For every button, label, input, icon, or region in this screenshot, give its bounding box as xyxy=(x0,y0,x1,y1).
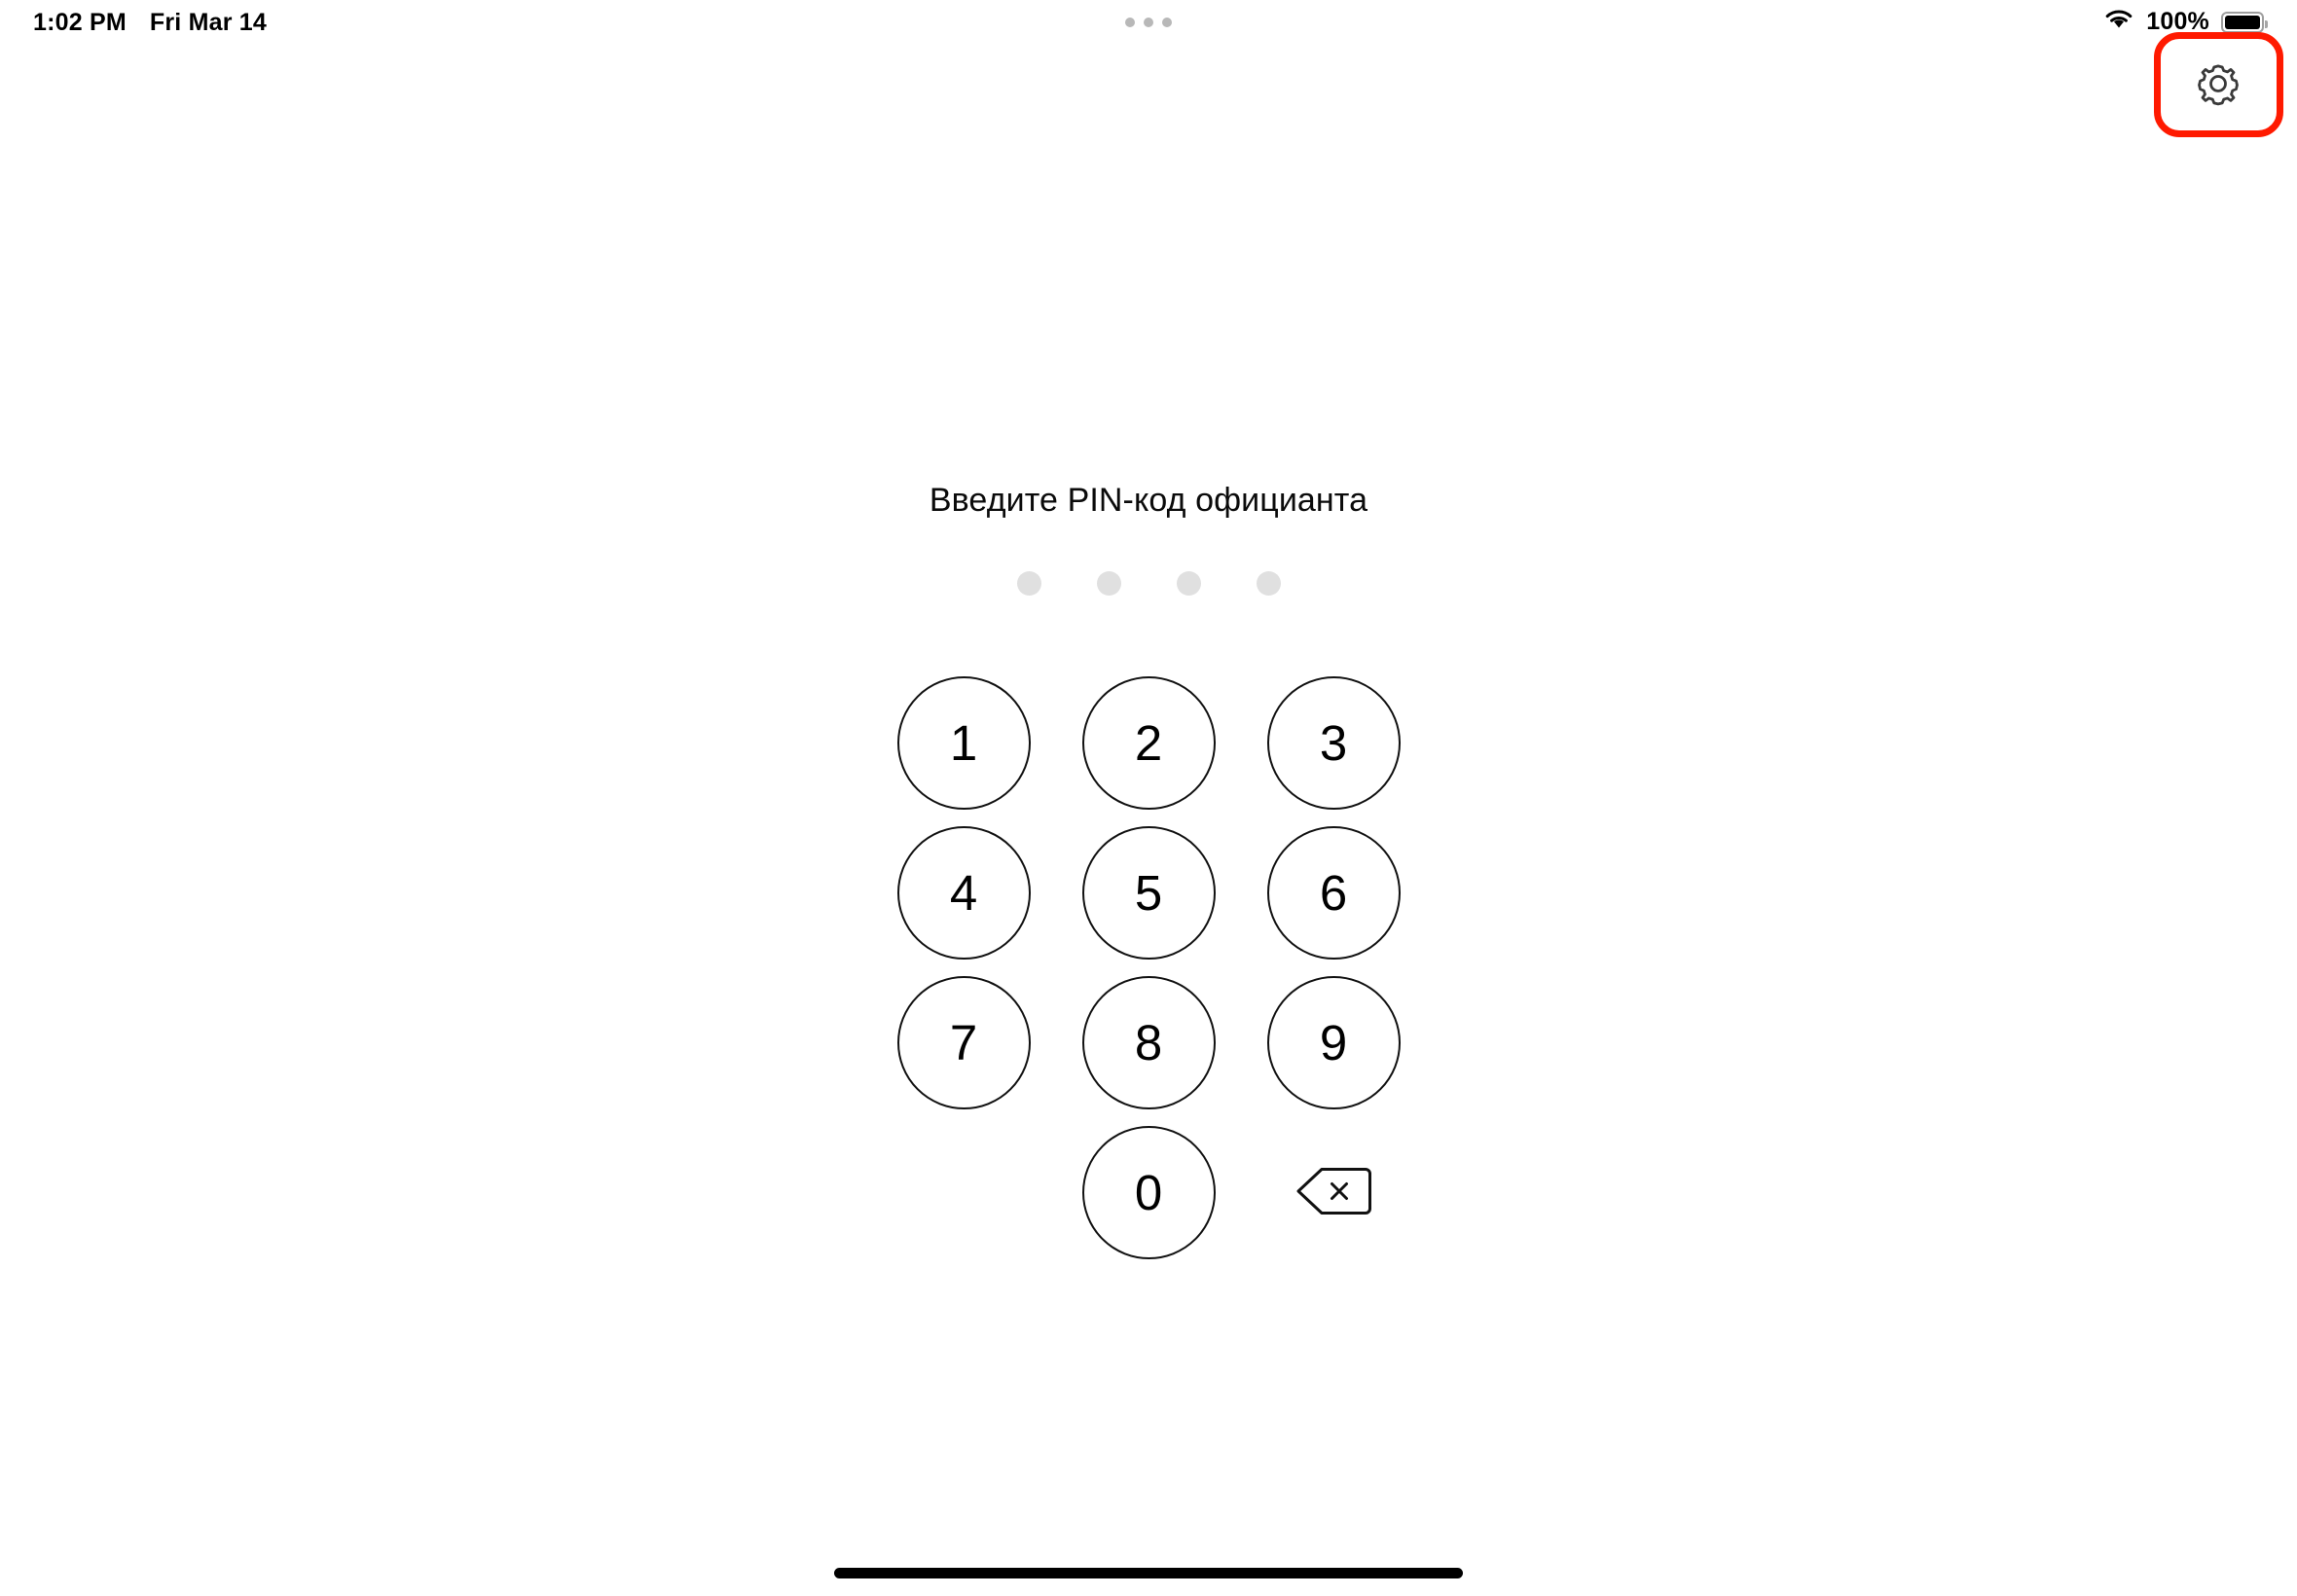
key-9[interactable]: 9 xyxy=(1267,976,1401,1109)
pin-dot xyxy=(1177,571,1201,596)
key-1[interactable]: 1 xyxy=(897,676,1031,810)
battery-percent: 100% xyxy=(2146,8,2209,35)
backspace-button[interactable] xyxy=(1267,1126,1401,1259)
backspace-icon xyxy=(1295,1164,1371,1221)
pin-dots xyxy=(0,571,2297,596)
status-date: Fri Mar 14 xyxy=(149,8,267,36)
key-0[interactable]: 0 xyxy=(1082,1126,1216,1259)
keypad-spacer xyxy=(897,1126,1031,1259)
key-2[interactable]: 2 xyxy=(1082,676,1216,810)
key-5[interactable]: 5 xyxy=(1082,826,1216,960)
home-indicator[interactable] xyxy=(834,1568,1463,1578)
pin-dot xyxy=(1257,571,1281,596)
pin-title: Введите PIN-код официанта xyxy=(929,482,1368,519)
key-8[interactable]: 8 xyxy=(1082,976,1216,1109)
key-6[interactable]: 6 xyxy=(1267,826,1401,960)
pin-dot xyxy=(1017,571,1041,596)
key-7[interactable]: 7 xyxy=(897,976,1031,1109)
numeric-keypad xyxy=(871,676,1426,1259)
status-time: 1:02 PM xyxy=(33,8,127,36)
key-4[interactable]: 4 xyxy=(897,826,1031,960)
key-3[interactable]: 3 xyxy=(1267,676,1401,810)
pin-dot xyxy=(1097,571,1121,596)
